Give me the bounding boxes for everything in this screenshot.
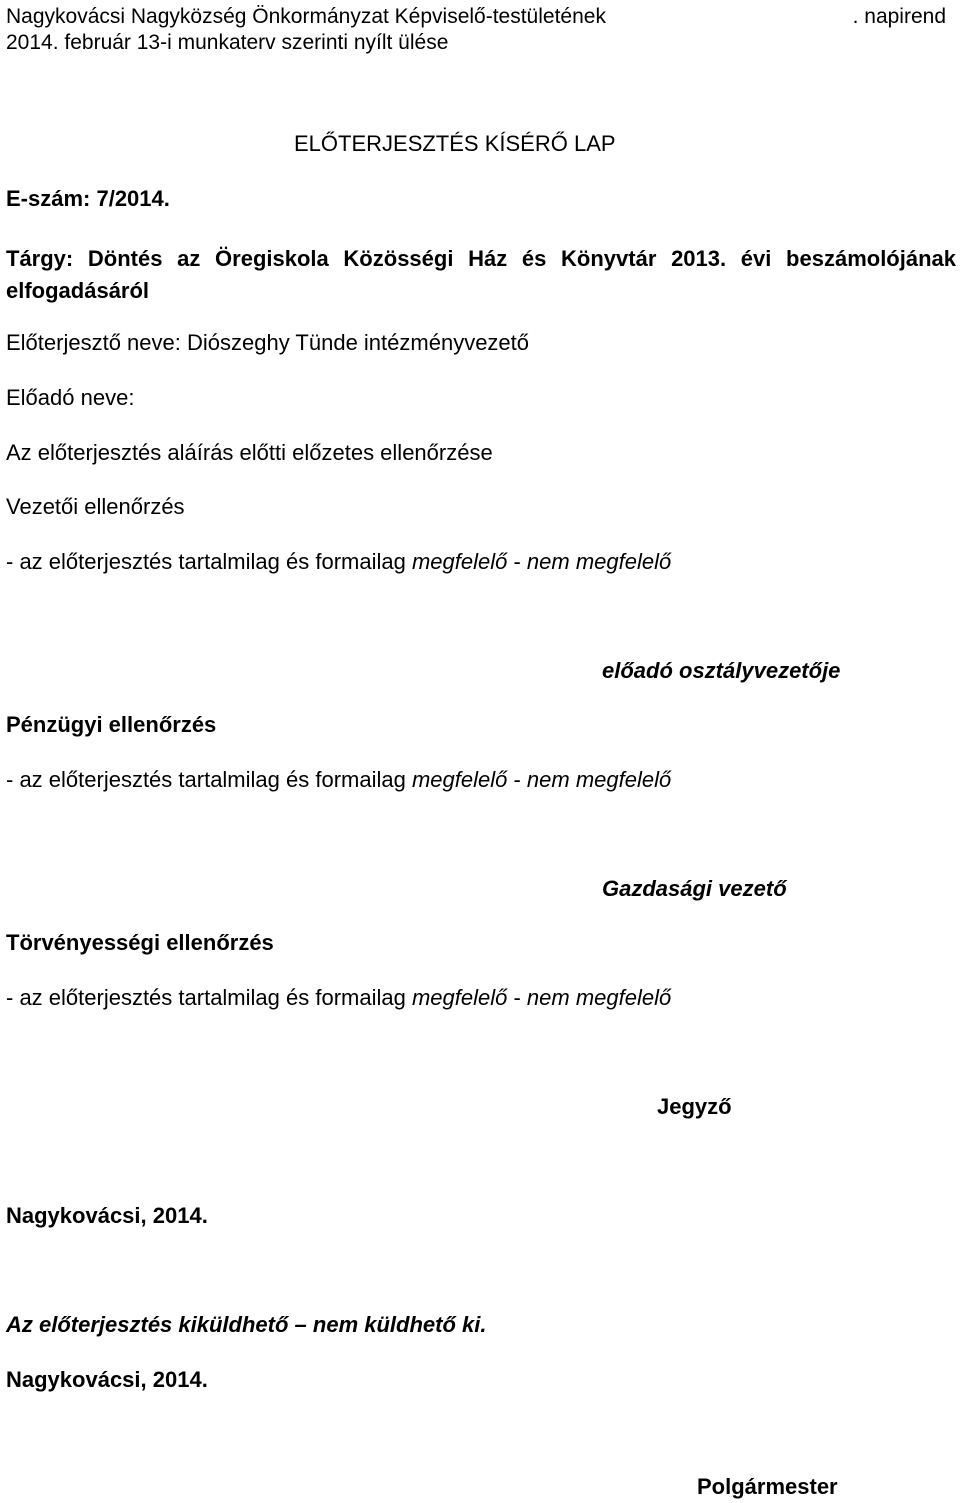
submitter-value: Diószeghy Tünde intézményvezető (187, 330, 530, 355)
check-statement-text: - az előterjesztés tartalmilag és formailag (6, 549, 406, 574)
signatory-legal: Jegyző (657, 1094, 732, 1119)
option-suitable: megfelelő (411, 985, 508, 1010)
submitter-line (6, 330, 529, 356)
option-suitable: megfelelő (411, 767, 508, 792)
dispatch-line (6, 1312, 486, 1338)
check-title-financial: Pénzügyi ellenőrzés (6, 712, 217, 737)
option-not-suitable: nem megfelelő (526, 985, 672, 1010)
check-title-management: Vezetői ellenőrzés (6, 494, 185, 519)
dispatch-can-send: Az előterjesztés kiküldhető (6, 1312, 289, 1337)
e-number: E-szám: 7/2014. (6, 186, 170, 211)
precheck-heading: Az előterjesztés aláírás előtti előzetes ellenőrzése (6, 440, 493, 465)
option-not-suitable: nem megfelelő (526, 549, 672, 574)
presenter-colon: : (128, 385, 135, 410)
header-meeting: 2014. február 13-i munkaterv szerinti nyílt ülése (6, 31, 449, 54)
option-separator: - (507, 549, 527, 574)
option-suitable: megfelelő (411, 549, 508, 574)
check-statement-legal (6, 985, 671, 1011)
signatory-management: előadó osztályvezetője (602, 658, 841, 683)
place-date-1: Nagykovácsi, 2014. (6, 1203, 208, 1228)
signatory-financial: Gazdasági vezető (602, 876, 787, 901)
check-statement-financial (6, 767, 671, 793)
check-statement-text: - az előterjesztés tartalmilag és formailag (6, 767, 406, 792)
check-title-legal: Törvényességi ellenőrzés (6, 930, 274, 955)
submitter-label: Előterjesztő neve: (6, 330, 181, 355)
option-separator: - (507, 767, 527, 792)
subject: Tárgy: Döntés az Öregiskola Közösségi Ház és Könyvtár 2013. évi beszámolójának elfogadásáról (6, 246, 956, 303)
dispatch-dash: – (288, 1312, 313, 1337)
header-council: Nagykovácsi Nagyközség Önkormányzat Képviselő-testületének (6, 5, 606, 28)
check-statement-text: - az előterjesztés tartalmilag és formailag (6, 985, 406, 1010)
option-not-suitable: nem megfelelő (526, 767, 672, 792)
document-title: ELŐTERJESZTÉS KÍSÉRŐ LAP (294, 131, 616, 156)
presenter-line (6, 385, 134, 411)
place-date-2: Nagykovácsi, 2014. (6, 1367, 208, 1392)
mayor-signatory: Polgármester (697, 1474, 838, 1499)
check-statement-management (6, 549, 671, 575)
header-agenda: . napirend (852, 5, 946, 28)
dispatch-cannot-send: nem küldhető ki. (312, 1312, 487, 1337)
presenter-label: Előadó neve (6, 385, 129, 410)
option-separator: - (507, 985, 527, 1010)
